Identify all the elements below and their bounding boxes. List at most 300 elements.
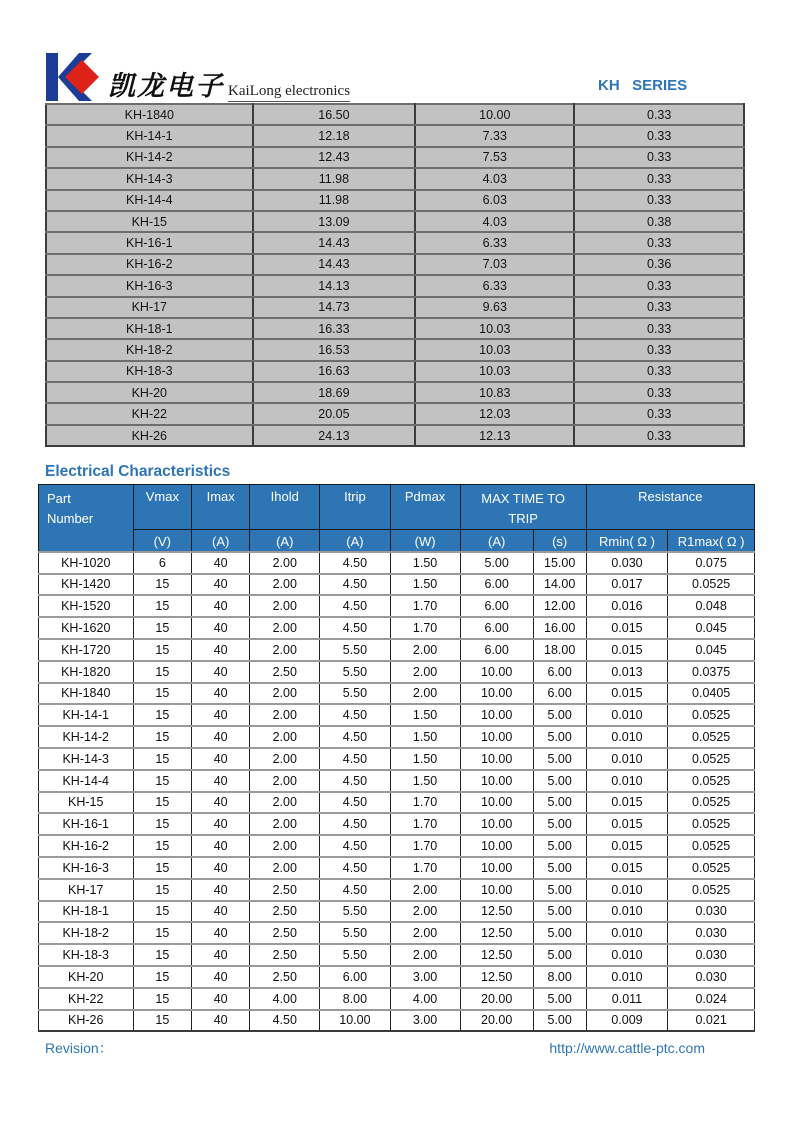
value-cell: 12.03 — [415, 403, 574, 424]
value-cell: 11.98 — [253, 190, 416, 211]
table-row — [46, 361, 744, 382]
value-cell: 16.50 — [253, 104, 416, 125]
value-cell: 20.05 — [253, 403, 416, 424]
unit-vmax: (V) — [133, 530, 192, 552]
part-number-cell: KH-18-2 — [46, 339, 253, 360]
part-number-cell: KH-14-1 — [46, 125, 253, 146]
vmax-cell: 15 — [133, 595, 192, 617]
rmin-cell: 0.010 — [586, 748, 668, 770]
value-cell: 10.03 — [415, 339, 574, 360]
trip-amps-cell: 10.00 — [460, 813, 533, 835]
trip-amps-cell: 6.00 — [460, 574, 533, 596]
vmax-cell: 15 — [133, 661, 192, 683]
table-row — [39, 988, 755, 1010]
part-number-cell: KH-16-1 — [39, 813, 134, 835]
imax-cell: 40 — [192, 770, 250, 792]
part-number-cell: KH-14-4 — [39, 770, 134, 792]
pdmax-cell: 1.50 — [390, 704, 460, 726]
trip-amps-cell: 10.00 — [460, 770, 533, 792]
value-cell: 18.69 — [253, 382, 416, 403]
table-row — [39, 901, 755, 923]
table-row — [46, 232, 744, 253]
rmin-cell: 0.010 — [586, 944, 668, 966]
r1max-cell: 0.0525 — [668, 748, 755, 770]
ihold-cell: 2.50 — [250, 966, 320, 988]
value-cell: 7.03 — [415, 254, 574, 275]
value-cell: 0.33 — [574, 232, 744, 253]
pdmax-cell: 2.00 — [390, 661, 460, 683]
part-number-cell: KH-14-3 — [39, 748, 134, 770]
table-row — [39, 922, 755, 944]
rmin-cell: 0.015 — [586, 792, 668, 814]
rmin-cell: 0.010 — [586, 879, 668, 901]
imax-cell: 40 — [192, 574, 250, 596]
vmax-cell: 15 — [133, 639, 192, 661]
vmax-cell: 15 — [133, 901, 192, 923]
ihold-cell: 2.00 — [250, 574, 320, 596]
table-row — [39, 944, 755, 966]
trip-seconds-cell: 5.00 — [533, 988, 586, 1010]
table-row — [39, 617, 755, 639]
trip-seconds-cell: 14.00 — [533, 574, 586, 596]
rmin-cell: 0.010 — [586, 966, 668, 988]
r1max-cell: 0.021 — [668, 1010, 755, 1032]
pdmax-cell: 2.00 — [390, 944, 460, 966]
trip-seconds-cell: 5.00 — [533, 922, 586, 944]
imax-cell: 40 — [192, 922, 250, 944]
value-cell: 11.98 — [253, 168, 416, 189]
pdmax-cell: 1.50 — [390, 726, 460, 748]
part-number-cell: KH-20 — [39, 966, 134, 988]
pdmax-cell: 3.00 — [390, 1010, 460, 1032]
trip-amps-cell: 10.00 — [460, 879, 533, 901]
r1max-cell: 0.024 — [668, 988, 755, 1010]
table-row — [46, 297, 744, 318]
value-cell: 10.03 — [415, 361, 574, 382]
table-row — [39, 595, 755, 617]
value-cell: 24.13 — [253, 425, 416, 446]
imax-cell: 40 — [192, 639, 250, 661]
table-row — [39, 683, 755, 705]
unit-itrip: (A) — [320, 530, 390, 552]
trip-seconds-cell: 5.00 — [533, 944, 586, 966]
max-time-header-line2: TRIP — [508, 511, 538, 527]
trip-amps-cell: 10.00 — [460, 857, 533, 879]
value-cell: 16.33 — [253, 318, 416, 339]
pdmax-cell: 1.50 — [390, 770, 460, 792]
itrip-cell: 4.50 — [320, 748, 390, 770]
ihold-cell: 2.00 — [250, 835, 320, 857]
pdmax-cell: 1.70 — [390, 835, 460, 857]
value-cell: 0.33 — [574, 339, 744, 360]
electrical-table-body — [39, 552, 755, 1032]
trip-seconds-cell: 16.00 — [533, 617, 586, 639]
itrip-cell: 4.50 — [320, 552, 390, 574]
table-row — [39, 639, 755, 661]
value-cell: 6.33 — [415, 232, 574, 253]
itrip-cell: 4.50 — [320, 770, 390, 792]
pdmax-cell: 4.00 — [390, 988, 460, 1010]
kailong-logo-icon — [44, 52, 102, 102]
pdmax-cell: 2.00 — [390, 639, 460, 661]
value-cell: 13.09 — [253, 211, 416, 232]
part-number-cell: KH-16-3 — [46, 275, 253, 296]
itrip-cell: 4.50 — [320, 879, 390, 901]
part-number-cell: KH-1020 — [39, 552, 134, 574]
value-cell: 0.33 — [574, 361, 744, 382]
ihold-cell: 4.50 — [250, 1010, 320, 1032]
value-cell: 12.13 — [415, 425, 574, 446]
rmin-cell: 0.015 — [586, 857, 668, 879]
value-cell: 0.38 — [574, 211, 744, 232]
pdmax-cell: 1.70 — [390, 792, 460, 814]
table-row — [39, 879, 755, 901]
value-cell: 4.03 — [415, 211, 574, 232]
pdmax-cell: 2.00 — [390, 901, 460, 923]
trip-seconds-cell: 6.00 — [533, 661, 586, 683]
r1max-cell: 0.030 — [668, 966, 755, 988]
unit-rmin: Rmin( Ω ) — [586, 530, 668, 552]
trip-amps-cell: 10.00 — [460, 792, 533, 814]
value-cell: 12.18 — [253, 125, 416, 146]
unit-pdmax: (W) — [390, 530, 460, 552]
rmin-cell: 0.015 — [586, 813, 668, 835]
part-number-cell: KH-14-2 — [46, 147, 253, 168]
r1max-cell: 0.048 — [668, 595, 755, 617]
vmax-cell: 15 — [133, 1010, 192, 1032]
pdmax-cell: 3.00 — [390, 966, 460, 988]
company-logo — [44, 52, 350, 102]
company-name-english: KaiLong electronics — [228, 84, 350, 102]
ihold-cell: 2.00 — [250, 792, 320, 814]
itrip-cell: 5.50 — [320, 922, 390, 944]
table-row — [46, 211, 744, 232]
r1max-cell: 0.0525 — [668, 835, 755, 857]
part-number-cell: KH-20 — [46, 382, 253, 403]
value-cell: 0.33 — [574, 318, 744, 339]
itrip-cell: 4.50 — [320, 835, 390, 857]
itrip-cell: 4.50 — [320, 704, 390, 726]
value-cell: 6.03 — [415, 190, 574, 211]
table-row — [39, 770, 755, 792]
trip-amps-cell: 6.00 — [460, 617, 533, 639]
table-row — [39, 661, 755, 683]
imax-cell: 40 — [192, 552, 250, 574]
ihold-cell: 2.00 — [250, 857, 320, 879]
table-row — [46, 125, 744, 146]
part-number-cell: KH-18-3 — [46, 361, 253, 382]
ihold-cell: 2.50 — [250, 922, 320, 944]
imax-cell: 40 — [192, 792, 250, 814]
table-row — [46, 147, 744, 168]
vmax-cell: 15 — [133, 988, 192, 1010]
rmin-cell: 0.015 — [586, 835, 668, 857]
value-cell: 14.43 — [253, 232, 416, 253]
part-number-cell: KH-1420 — [39, 574, 134, 596]
part-number-cell: KH-18-1 — [39, 901, 134, 923]
table-row — [39, 966, 755, 988]
vmax-cell: 15 — [133, 748, 192, 770]
table-row — [46, 403, 744, 424]
vmax-cell: 15 — [133, 879, 192, 901]
col-header-vmax: Vmax — [133, 485, 192, 530]
trip-seconds-cell: 15.00 — [533, 552, 586, 574]
table-row — [39, 1010, 755, 1032]
r1max-cell: 0.0525 — [668, 792, 755, 814]
itrip-cell: 10.00 — [320, 1010, 390, 1032]
table-row — [39, 792, 755, 814]
pdmax-cell: 2.00 — [390, 922, 460, 944]
vmax-cell: 15 — [133, 617, 192, 639]
trip-seconds-cell: 5.00 — [533, 1010, 586, 1032]
vmax-cell: 15 — [133, 726, 192, 748]
value-cell: 0.33 — [574, 104, 744, 125]
rmin-cell: 0.009 — [586, 1010, 668, 1032]
trip-seconds-cell: 5.00 — [533, 835, 586, 857]
value-cell: 0.33 — [574, 147, 744, 168]
col-header-max-time-to-trip — [460, 485, 586, 530]
value-cell: 14.43 — [253, 254, 416, 275]
r1max-cell: 0.0525 — [668, 770, 755, 792]
part-header-line2: Number — [47, 511, 94, 527]
table-row — [39, 704, 755, 726]
vmax-cell: 15 — [133, 857, 192, 879]
value-cell: 10.83 — [415, 382, 574, 403]
imax-cell: 40 — [192, 1010, 250, 1032]
ihold-cell: 2.00 — [250, 595, 320, 617]
pdmax-cell: 2.00 — [390, 879, 460, 901]
table-row — [46, 425, 744, 446]
imax-cell: 40 — [192, 879, 250, 901]
table-row — [39, 574, 755, 596]
part-number-cell: KH-15 — [46, 211, 253, 232]
r1max-cell: 0.030 — [668, 922, 755, 944]
rmin-cell: 0.015 — [586, 639, 668, 661]
value-cell: 0.36 — [574, 254, 744, 275]
trip-amps-cell: 10.00 — [460, 748, 533, 770]
table-row — [39, 748, 755, 770]
part-header-line1: Part — [47, 491, 71, 506]
part-number-cell: KH-15 — [39, 792, 134, 814]
vmax-cell: 15 — [133, 683, 192, 705]
series-title: KH SERIES — [598, 77, 688, 94]
imax-cell: 40 — [192, 835, 250, 857]
col-header-itrip: Itrip — [320, 485, 390, 530]
vmax-cell: 15 — [133, 835, 192, 857]
itrip-cell: 4.50 — [320, 617, 390, 639]
table-row — [46, 168, 744, 189]
itrip-cell: 4.50 — [320, 813, 390, 835]
trip-amps-cell: 10.00 — [460, 726, 533, 748]
trip-seconds-cell: 5.00 — [533, 726, 586, 748]
trip-seconds-cell: 5.00 — [533, 770, 586, 792]
r1max-cell: 0.045 — [668, 617, 755, 639]
itrip-cell: 5.50 — [320, 639, 390, 661]
part-number-cell: KH-16-3 — [39, 857, 134, 879]
itrip-cell: 4.50 — [320, 574, 390, 596]
ihold-cell: 2.00 — [250, 770, 320, 792]
itrip-cell: 5.50 — [320, 944, 390, 966]
ihold-cell: 2.50 — [250, 661, 320, 683]
r1max-cell: 0.0525 — [668, 726, 755, 748]
itrip-cell: 6.00 — [320, 966, 390, 988]
pdmax-cell: 1.70 — [390, 813, 460, 835]
r1max-cell: 0.075 — [668, 552, 755, 574]
part-number-cell: KH-26 — [46, 425, 253, 446]
parts-dimension-table — [45, 103, 745, 447]
part-number-cell: KH-22 — [39, 988, 134, 1010]
rmin-cell: 0.015 — [586, 683, 668, 705]
part-number-cell: KH-17 — [39, 879, 134, 901]
ihold-cell: 2.00 — [250, 726, 320, 748]
value-cell: 4.03 — [415, 168, 574, 189]
part-number-cell: KH-1720 — [39, 639, 134, 661]
trip-amps-cell: 10.00 — [460, 704, 533, 726]
value-cell: 10.03 — [415, 318, 574, 339]
col-header-ihold: Ihold — [250, 485, 320, 530]
trip-seconds-cell: 12.00 — [533, 595, 586, 617]
pdmax-cell: 1.50 — [390, 574, 460, 596]
trip-seconds-cell: 5.00 — [533, 813, 586, 835]
vmax-cell: 15 — [133, 922, 192, 944]
pdmax-cell: 1.70 — [390, 595, 460, 617]
trip-amps-cell: 10.00 — [460, 683, 533, 705]
part-number-cell: KH-1840 — [46, 104, 253, 125]
unit-r1max: R1max( Ω ) — [668, 530, 755, 552]
pdmax-cell: 1.70 — [390, 617, 460, 639]
parts-dimension-table-body — [46, 104, 744, 446]
part-number-cell: KH-22 — [46, 403, 253, 424]
itrip-cell: 4.50 — [320, 857, 390, 879]
rmin-cell: 0.030 — [586, 552, 668, 574]
itrip-cell: 4.50 — [320, 792, 390, 814]
part-number-cell: KH-16-2 — [39, 835, 134, 857]
value-cell: 6.33 — [415, 275, 574, 296]
trip-amps-cell: 12.50 — [460, 966, 533, 988]
rmin-cell: 0.017 — [586, 574, 668, 596]
part-number-cell: KH-26 — [39, 1010, 134, 1032]
table-row — [46, 254, 744, 275]
section-title-electrical-characteristics: Electrical Characteristics — [45, 463, 231, 480]
imax-cell: 40 — [192, 595, 250, 617]
trip-amps-cell: 20.00 — [460, 988, 533, 1010]
ihold-cell: 2.00 — [250, 683, 320, 705]
col-header-resistance: Resistance — [586, 485, 754, 530]
table-row — [46, 275, 744, 296]
ihold-cell: 2.00 — [250, 704, 320, 726]
itrip-cell: 4.50 — [320, 595, 390, 617]
imax-cell: 40 — [192, 813, 250, 835]
part-number-cell: KH-1620 — [39, 617, 134, 639]
pdmax-cell: 1.50 — [390, 748, 460, 770]
table-row — [46, 339, 744, 360]
table-row — [39, 835, 755, 857]
r1max-cell: 0.030 — [668, 944, 755, 966]
r1max-cell: 0.045 — [668, 639, 755, 661]
trip-amps-cell: 12.50 — [460, 922, 533, 944]
value-cell: 14.73 — [253, 297, 416, 318]
pdmax-cell: 1.50 — [390, 552, 460, 574]
table-row — [39, 813, 755, 835]
itrip-cell: 8.00 — [320, 988, 390, 1010]
website-link[interactable]: http://www.cattle-ptc.com — [549, 1040, 705, 1056]
r1max-cell: 0.0405 — [668, 683, 755, 705]
imax-cell: 40 — [192, 617, 250, 639]
itrip-cell: 5.50 — [320, 661, 390, 683]
vmax-cell: 6 — [133, 552, 192, 574]
trip-amps-cell: 10.00 — [460, 835, 533, 857]
unit-imax: (A) — [192, 530, 250, 552]
value-cell: 0.33 — [574, 403, 744, 424]
value-cell: 9.63 — [415, 297, 574, 318]
rmin-cell: 0.010 — [586, 770, 668, 792]
vmax-cell: 15 — [133, 966, 192, 988]
part-number-cell: KH-14-3 — [46, 168, 253, 189]
rmin-cell: 0.015 — [586, 617, 668, 639]
pdmax-cell: 2.00 — [390, 683, 460, 705]
part-number-cell: KH-18-1 — [46, 318, 253, 339]
value-cell: 16.63 — [253, 361, 416, 382]
value-cell: 0.33 — [574, 297, 744, 318]
company-name-chinese: 凯龙电子 — [108, 71, 224, 101]
trip-seconds-cell: 6.00 — [533, 683, 586, 705]
imax-cell: 40 — [192, 704, 250, 726]
unit-trip-amps: (A) — [460, 530, 533, 552]
trip-amps-cell: 5.00 — [460, 552, 533, 574]
rmin-cell: 0.010 — [586, 922, 668, 944]
itrip-cell: 4.50 — [320, 726, 390, 748]
trip-seconds-cell: 5.00 — [533, 704, 586, 726]
rmin-cell: 0.011 — [586, 988, 668, 1010]
part-number-cell: KH-14-2 — [39, 726, 134, 748]
r1max-cell: 0.0525 — [668, 813, 755, 835]
rmin-cell: 0.010 — [586, 901, 668, 923]
ihold-cell: 2.00 — [250, 617, 320, 639]
value-cell: 0.33 — [574, 275, 744, 296]
part-number-cell: KH-1840 — [39, 683, 134, 705]
vmax-cell: 15 — [133, 770, 192, 792]
table-row — [39, 552, 755, 574]
part-number-cell: KH-14-4 — [46, 190, 253, 211]
value-cell: 0.33 — [574, 125, 744, 146]
imax-cell: 40 — [192, 988, 250, 1010]
vmax-cell: 15 — [133, 704, 192, 726]
vmax-cell: 15 — [133, 813, 192, 835]
rmin-cell: 0.010 — [586, 704, 668, 726]
trip-amps-cell: 6.00 — [460, 639, 533, 661]
part-number-cell: KH-1520 — [39, 595, 134, 617]
imax-cell: 40 — [192, 966, 250, 988]
itrip-cell: 5.50 — [320, 683, 390, 705]
revision-label: Revision： — [45, 1040, 113, 1056]
value-cell: 0.33 — [574, 425, 744, 446]
ihold-cell: 2.50 — [250, 879, 320, 901]
imax-cell: 40 — [192, 683, 250, 705]
ihold-cell: 2.00 — [250, 552, 320, 574]
r1max-cell: 0.0525 — [668, 704, 755, 726]
electrical-table-header — [39, 485, 755, 552]
trip-seconds-cell: 5.00 — [533, 748, 586, 770]
trip-amps-cell: 12.50 — [460, 944, 533, 966]
r1max-cell: 0.0375 — [668, 661, 755, 683]
unit-ihold: (A) — [250, 530, 320, 552]
table-row — [46, 318, 744, 339]
trip-seconds-cell: 5.00 — [533, 792, 586, 814]
imax-cell: 40 — [192, 857, 250, 879]
rmin-cell: 0.013 — [586, 661, 668, 683]
value-cell: 12.43 — [253, 147, 416, 168]
part-number-cell: KH-16-1 — [46, 232, 253, 253]
